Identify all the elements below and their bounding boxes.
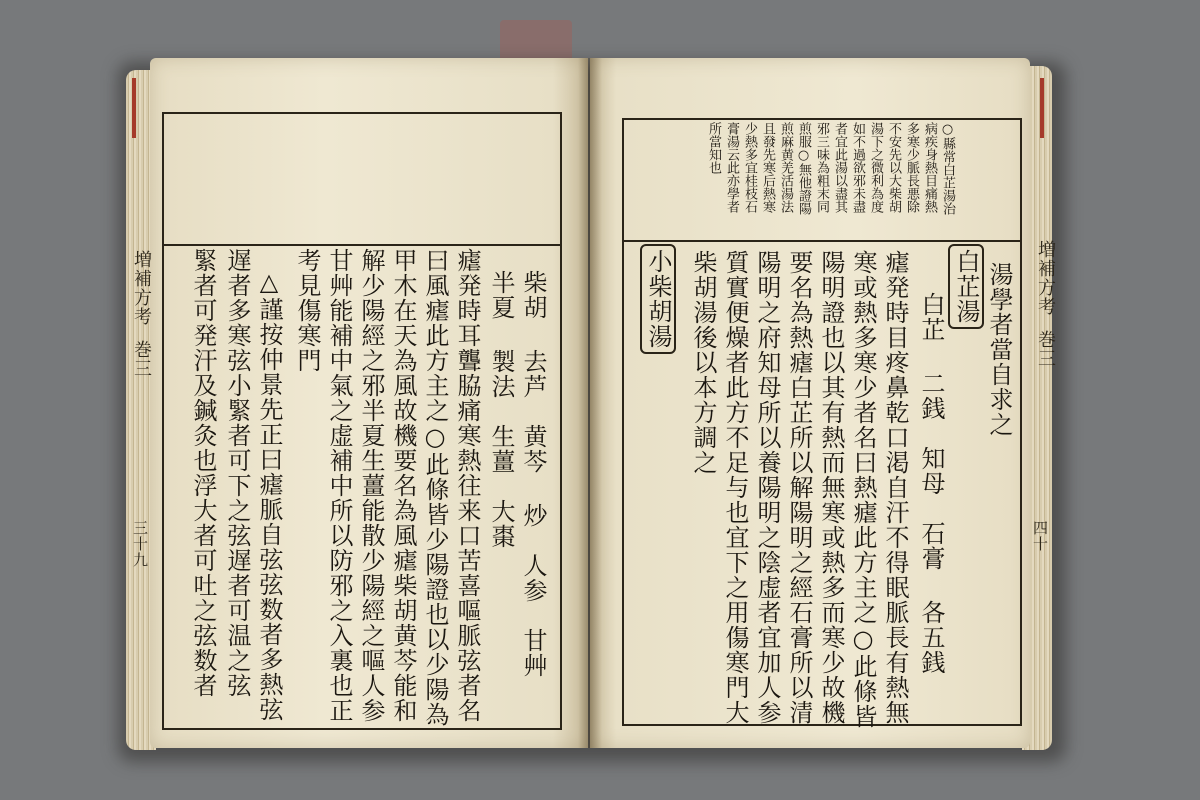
right-note-12: 少熱多宜桂枝石 <box>742 122 757 213</box>
right-note-5: 湯下之微利為度 <box>868 122 883 213</box>
right-note-6: 如不過欲邪未盡 <box>850 122 865 213</box>
right-note-4: 不安先以大柴胡 <box>886 122 901 213</box>
right-note-13: 膏湯云此亦學者 <box>724 122 739 213</box>
right-note-11: 且發先寒后熱寒 <box>760 122 775 213</box>
right-margin-page: 四十 <box>1031 520 1049 552</box>
left-col-3: 瘧発時耳聾脇痛寒熱往来口苦喜嘔脈弦者名 <box>453 248 481 723</box>
right-note-2: 病疾身熱目痛熱 <box>922 122 937 213</box>
right-note-1: ○縣常白芷湯治 <box>940 122 955 215</box>
left-col-8: 考見傷寒門 <box>293 248 321 373</box>
right-col-formula: 白芷 二銭 知母 石膏 各五銭 <box>917 292 945 675</box>
left-col-7: 甘艸能補中氣之虚補中所以防邪之入裏也正 <box>325 248 353 723</box>
left-col-2: 半夏 製法 生薑 大棗 <box>487 270 515 549</box>
right-note-10: 煎麻黄羌活湯法 <box>778 122 793 213</box>
right-col-4: 瘧発時目疼鼻乾口渇自汗不得眠脈長有熱無 <box>881 250 909 725</box>
left-col-1: 柴胡 去芦 黄芩 炒 人参 甘艸 <box>519 270 547 678</box>
right-col-5: 寒或熱多寒少者名曰熱瘧此方主之○此條皆 <box>849 250 877 729</box>
heading-baizhi-tang: 白芷湯 <box>948 244 984 329</box>
right-note-3: 多寒少脈長悪除 <box>904 122 919 213</box>
right-col-6: 陽明證也以其有熱而無寒或熱多而寒少故機 <box>817 250 845 725</box>
left-margin-page: 三十九 <box>131 520 149 568</box>
right-edge-tab <box>1040 78 1044 138</box>
right-note-7: 者宜此湯以盡其 <box>832 122 847 213</box>
heading-xiao-chaihu-tang: 小柴胡湯 <box>640 244 676 354</box>
right-margin-volume: 巻三 <box>1035 330 1056 368</box>
left-col-4: 曰風瘧此方主之○此條皆少陽證也以少陽為 <box>421 248 449 727</box>
left-top-band-rule <box>162 244 562 246</box>
left-margin-volume: 巻三 <box>131 340 152 378</box>
right-col-8: 陽明之府知母所以養陽明之陰虚者宜加人参 <box>753 250 781 725</box>
left-col-9: △謹按仲景先正曰瘧脈自弦弦数者多熱弦 <box>255 268 283 722</box>
left-col-11: 緊者可発汗及鍼灸也浮大者可吐之弦数者 <box>189 248 217 698</box>
right-note-9: 煎服○無他證陽 <box>796 122 811 215</box>
right-margin-title: 増補方考 <box>1035 240 1056 316</box>
right-note-14: 所當知也 <box>706 122 721 174</box>
left-col-6: 解少陽經之邪半夏生薑能散少陽經之嘔人参 <box>357 248 385 723</box>
left-col-10: 遅者多寒弦小緊者可下之弦遅者可温之弦 <box>223 248 251 698</box>
left-margin-title: 増補方考 <box>131 250 152 326</box>
left-edge-tab <box>132 78 136 138</box>
right-top-band-rule <box>622 240 1022 242</box>
left-col-5: 甲木在天為風故機要名為風瘧柴胡黄芩能和 <box>389 248 417 723</box>
right-col-9: 質實便燥者此方不足与也宜下之用傷寒門大 <box>721 250 749 725</box>
right-note-8: 邪三味為粗末同 <box>814 122 829 213</box>
right-col-10: 柴胡湯後以本方調之 <box>689 250 717 475</box>
book-gutter <box>578 58 602 748</box>
right-col-1: 湯學者當自求之 <box>985 262 1013 437</box>
right-col-7: 要名為熱瘧白芷所以解陽明之經石膏所以清 <box>785 250 813 725</box>
